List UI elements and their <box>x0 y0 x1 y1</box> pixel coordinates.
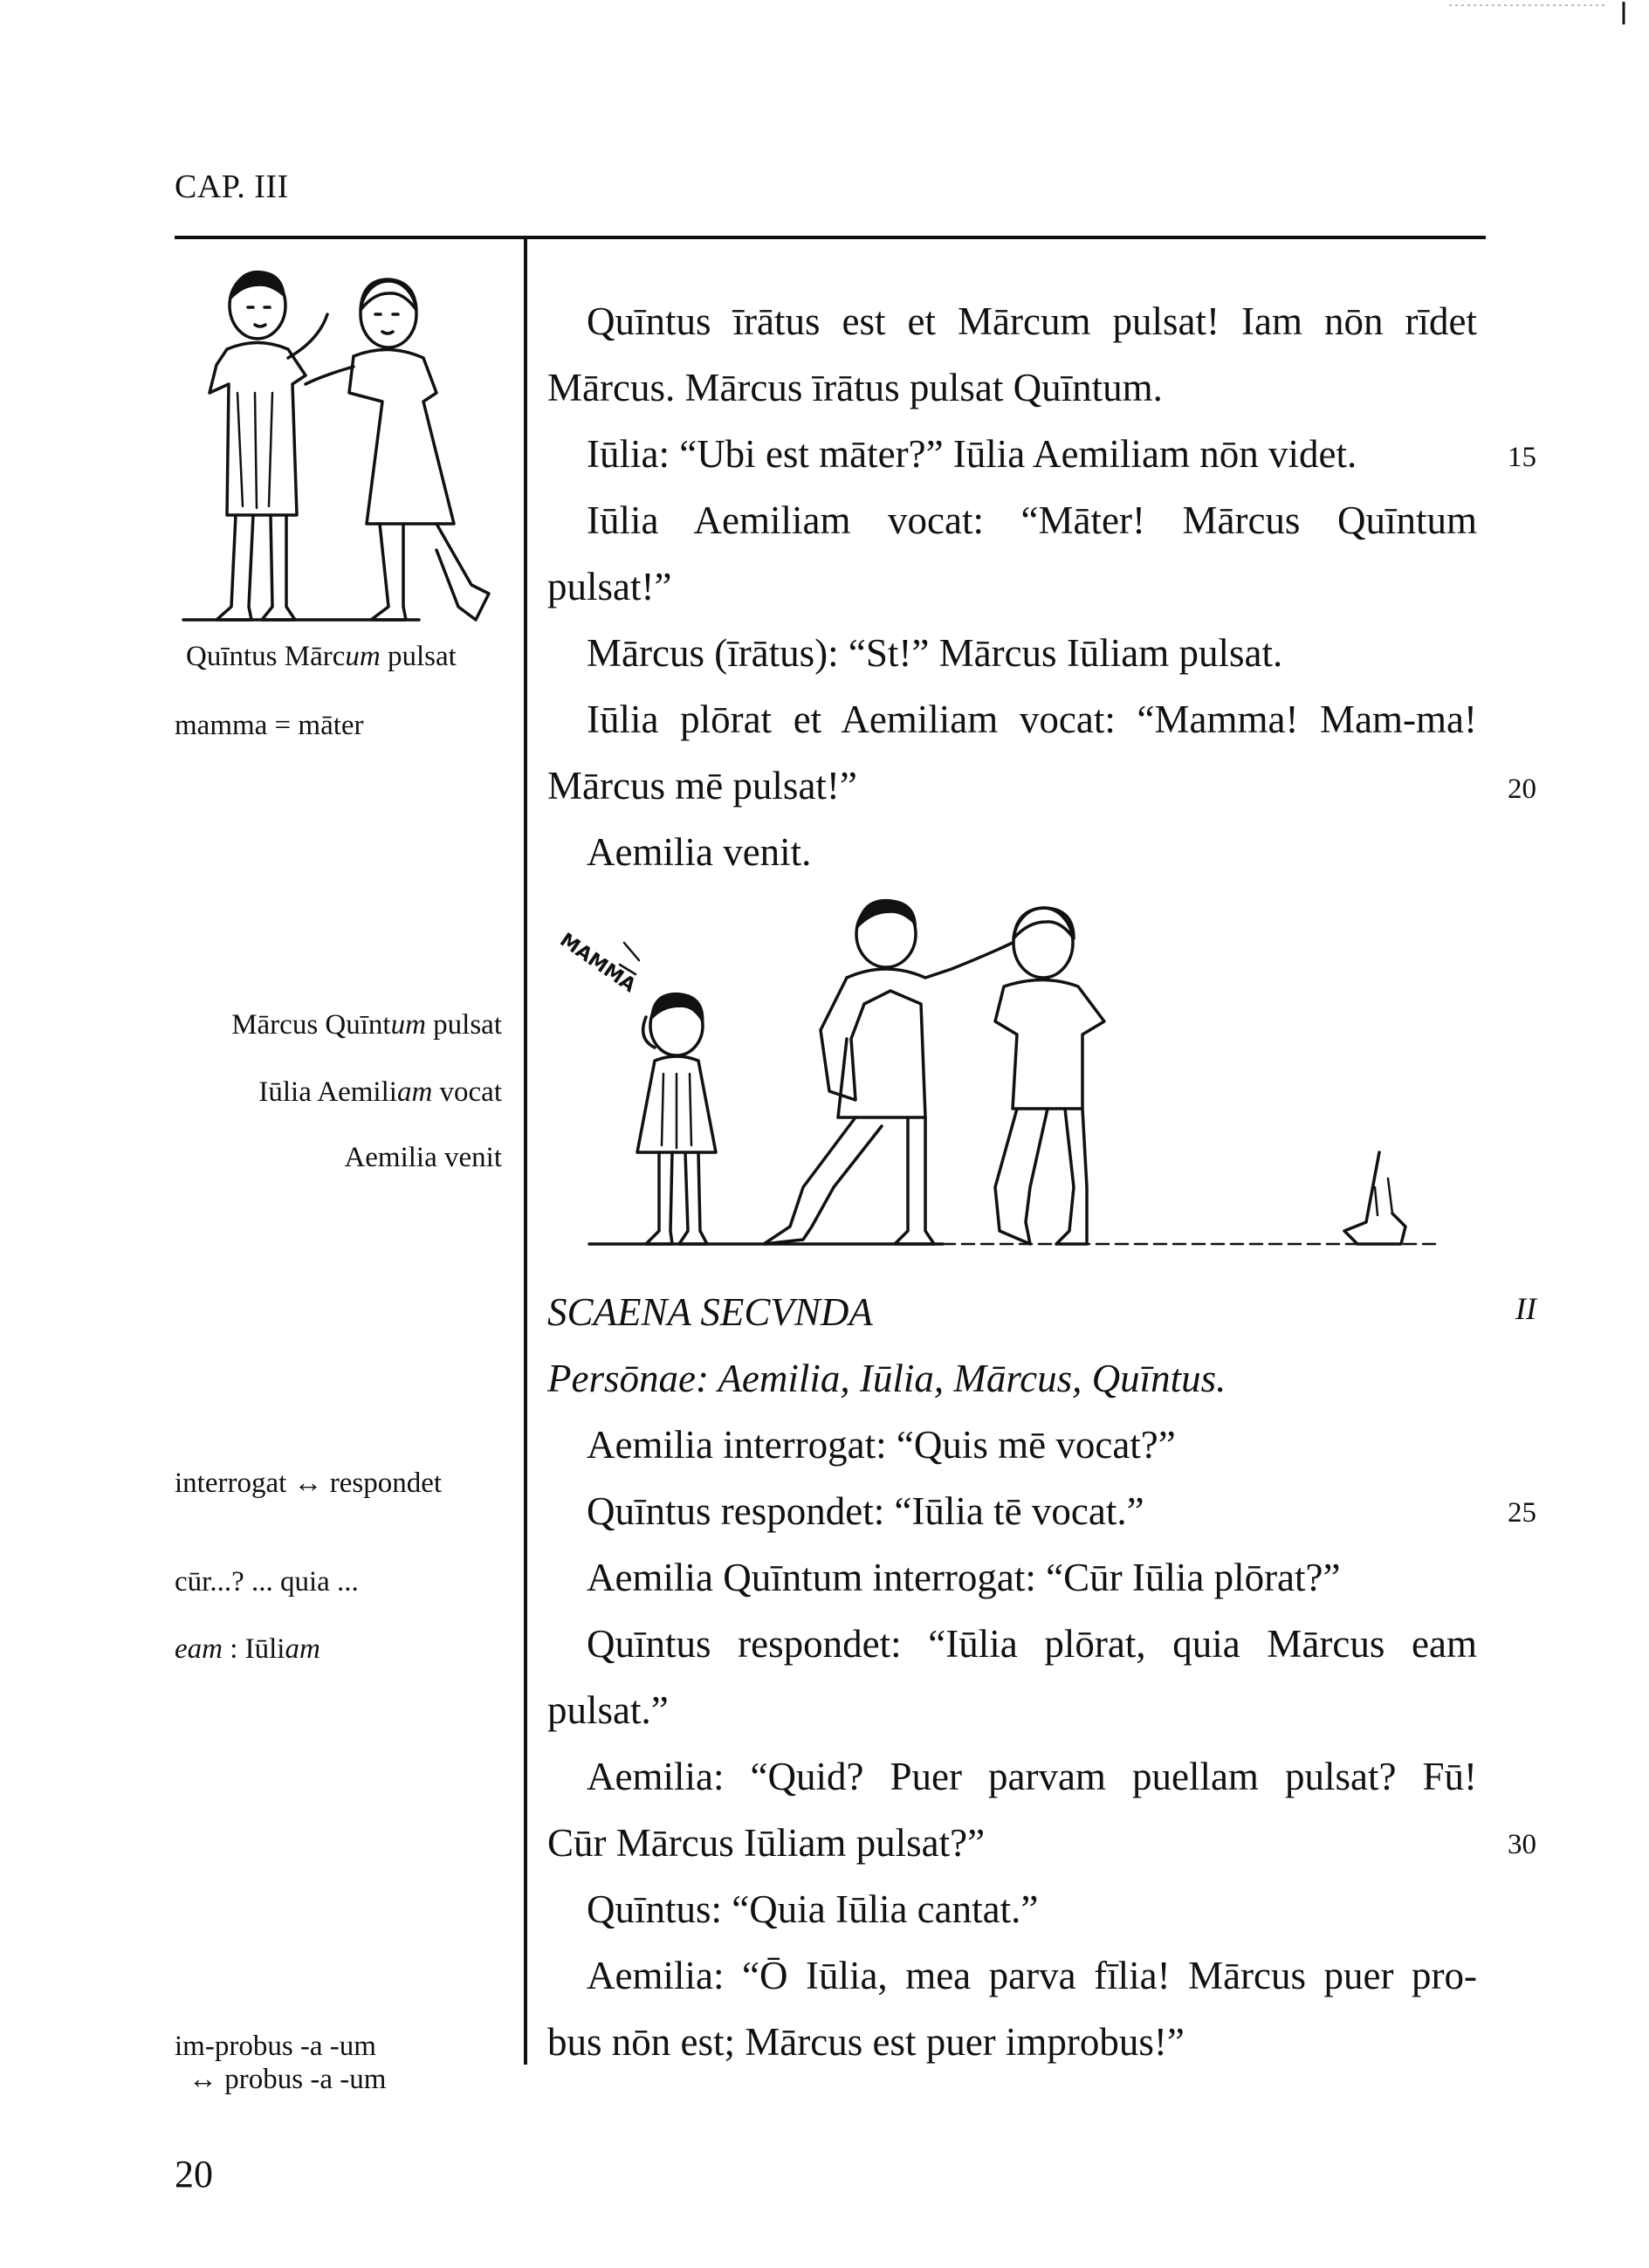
chapter-header: CAP. III <box>175 168 289 205</box>
text-line: Aemilia: “Quid? Puer parvam puellam pulsat? Fū! <box>587 1755 1477 1798</box>
note-iulia-aemiliam-vocat: Iūlia Aemiliam vocat <box>258 1076 502 1108</box>
text-line: bus nōn est; Mārcus est puer improbus!” <box>547 2020 1185 2064</box>
text-line: Quīntus: “Quia Iūlia cantat.” <box>587 1887 1039 1931</box>
main-text-part-2 <box>547 1279 1477 2065</box>
shout-mamma: MAMMA <box>555 929 640 998</box>
text-line: Cūr Mārcus Iūliam pulsat?” <box>547 1821 986 1865</box>
note-improbus: im-probus -a -um <box>175 2031 376 2062</box>
column-divider <box>524 236 527 2065</box>
main-text-part-1 <box>547 288 1477 899</box>
text-line: Quīntus īrātus est et Mārcum pulsat! Iam nōn rīdet <box>587 299 1477 343</box>
text-line: Iūlia plōrat et Aemiliam vocat: “Mamma! Mam-ma! <box>587 698 1477 741</box>
header-rule <box>175 236 1486 239</box>
line-number-30: 30 <box>1508 1829 1536 1860</box>
note-aemilia-venit: Aemilia venit <box>344 1142 502 1173</box>
note-probus: ↔ probus -a -um <box>189 2064 387 2095</box>
fig1-caption: Quīntus Mārcum pulsat <box>186 641 457 672</box>
text-line: Iūlia: “Ubi est māter?” Iūlia Aemiliam nōn videt. <box>587 432 1357 476</box>
text-line: Aemilia Quīntum interrogat: “Cūr Iūlia plōrat?” <box>587 1556 1341 1599</box>
text-line: Mārcus mē pulsat!” <box>547 764 857 808</box>
personae: Persōnae: Aemilia, Iūlia, Mārcus, Quīntus. <box>547 1357 1226 1400</box>
line-number-25: 25 <box>1508 1497 1536 1529</box>
text-line: pulsat.” <box>547 1688 669 1732</box>
text-line: Aemilia venit. <box>587 830 812 874</box>
note-cur-quia: cūr...? ... quia ... <box>175 1566 359 1598</box>
line-number-20: 20 <box>1508 773 1536 805</box>
text-line: Quīntus respondet: “Iūlia tē vocat.” <box>587 1489 1144 1533</box>
scene-number: II <box>1515 1291 1536 1326</box>
note-mamma: mamma = māter <box>175 710 364 741</box>
note-interrogat-respondet: interrogat ↔ respondet <box>175 1467 443 1499</box>
scene-title: SCAENA SECVNDA <box>547 1290 873 1334</box>
page-number: 20 <box>175 2153 213 2196</box>
text-line: pulsat!” <box>547 565 672 608</box>
text-line: Iūlia Aemiliam vocat: “Māter! Mārcus Quīntum <box>587 498 1477 542</box>
scan-corner-mark <box>1449 0 1649 26</box>
line-number-15: 15 <box>1508 442 1536 473</box>
figure-quintus-pulsat-marcum <box>175 262 515 629</box>
text-line: Aemilia interrogat: “Quis mē vocat?” <box>587 1423 1176 1467</box>
note-marcus-quintum-pulsat: Mārcus Quīntum pulsat <box>231 1009 502 1041</box>
text-line: Mārcus (īrātus): “St!” Mārcus Iūliam pulsat. <box>587 631 1283 675</box>
figure-scaena-illustration <box>541 890 1484 1257</box>
text-line: Quīntus respondet: “Iūlia plōrat, quia Mārcus eam <box>587 1622 1477 1666</box>
text-line: Aemilia: “Ō Iūlia, mea parva fīlia! Mārcus puer pro- <box>587 1954 1477 1997</box>
text-line: Mārcus. Mārcus īrātus pulsat Quīntum. <box>547 366 1163 409</box>
note-eam-iuliam: eam : Iūliam <box>175 1633 320 1665</box>
